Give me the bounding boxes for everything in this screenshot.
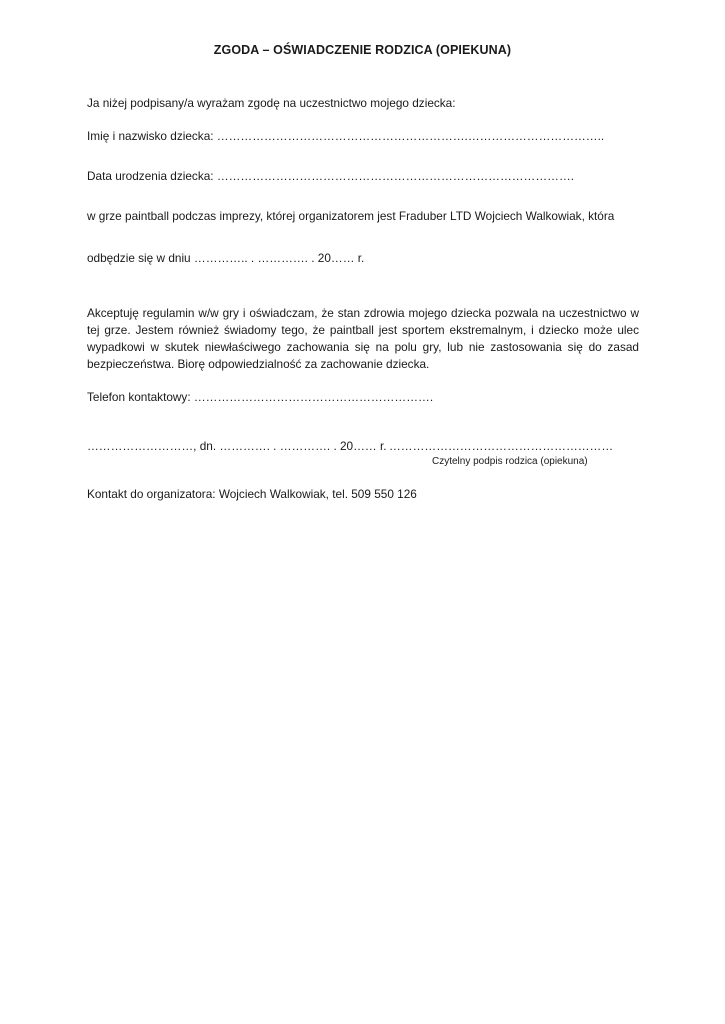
signature-line: …………………………………………………: [389, 439, 614, 453]
acceptance-paragraph: Akceptuję regulamin w/w gry i oświadczam, że stan zdrowia mojego dziecka pozwala na uczestnictwo w tej grze. Jestem również świadomy tego, że paintball jest sportem ekstremalnym, i dziecko może ulec wypadkowi w skutek niewłaściwego zachowania się na polu gry, lub nie zastosowania się do zasad bezpieczeństwa. Biorę odpowiedzialność za zachowanie dziecka.: [87, 306, 639, 371]
birth-date-field: Data urodzenia dziecka: ……………………………………………………………………………….: [87, 169, 575, 183]
organizer-contact: Kontakt do organizatora: Wojciech Walkowiak, tel. 509 550 126: [87, 487, 417, 501]
intro-text: Ja niżej podpisany/a wyrażam zgodę na uczestnictwo mojego dziecka:: [87, 96, 456, 110]
place-date-field: ………………………, dn. …………. . …………. . 20…… r.: [87, 439, 387, 453]
document-title: ZGODA – OŚWIADCZENIE RODZICA (OPIEKUNA): [213, 43, 512, 57]
event-date-field: odbędzie się w dniu ………….. . …………. . 20…… r.: [87, 251, 365, 265]
child-name-field: Imię i nazwisko dziecka: ……………………………………………………….……………………………..: [87, 129, 605, 143]
phone-field: Telefon kontaktowy: …………………………………………………….: [87, 390, 434, 404]
signature-caption: Czytelny podpis rodzica (opiekuna): [432, 456, 588, 467]
event-organizer-text: w grze paintball podczas imprezy, której organizatorem jest Fraduber LTD Wojciech Walkowiak, która: [87, 209, 615, 223]
